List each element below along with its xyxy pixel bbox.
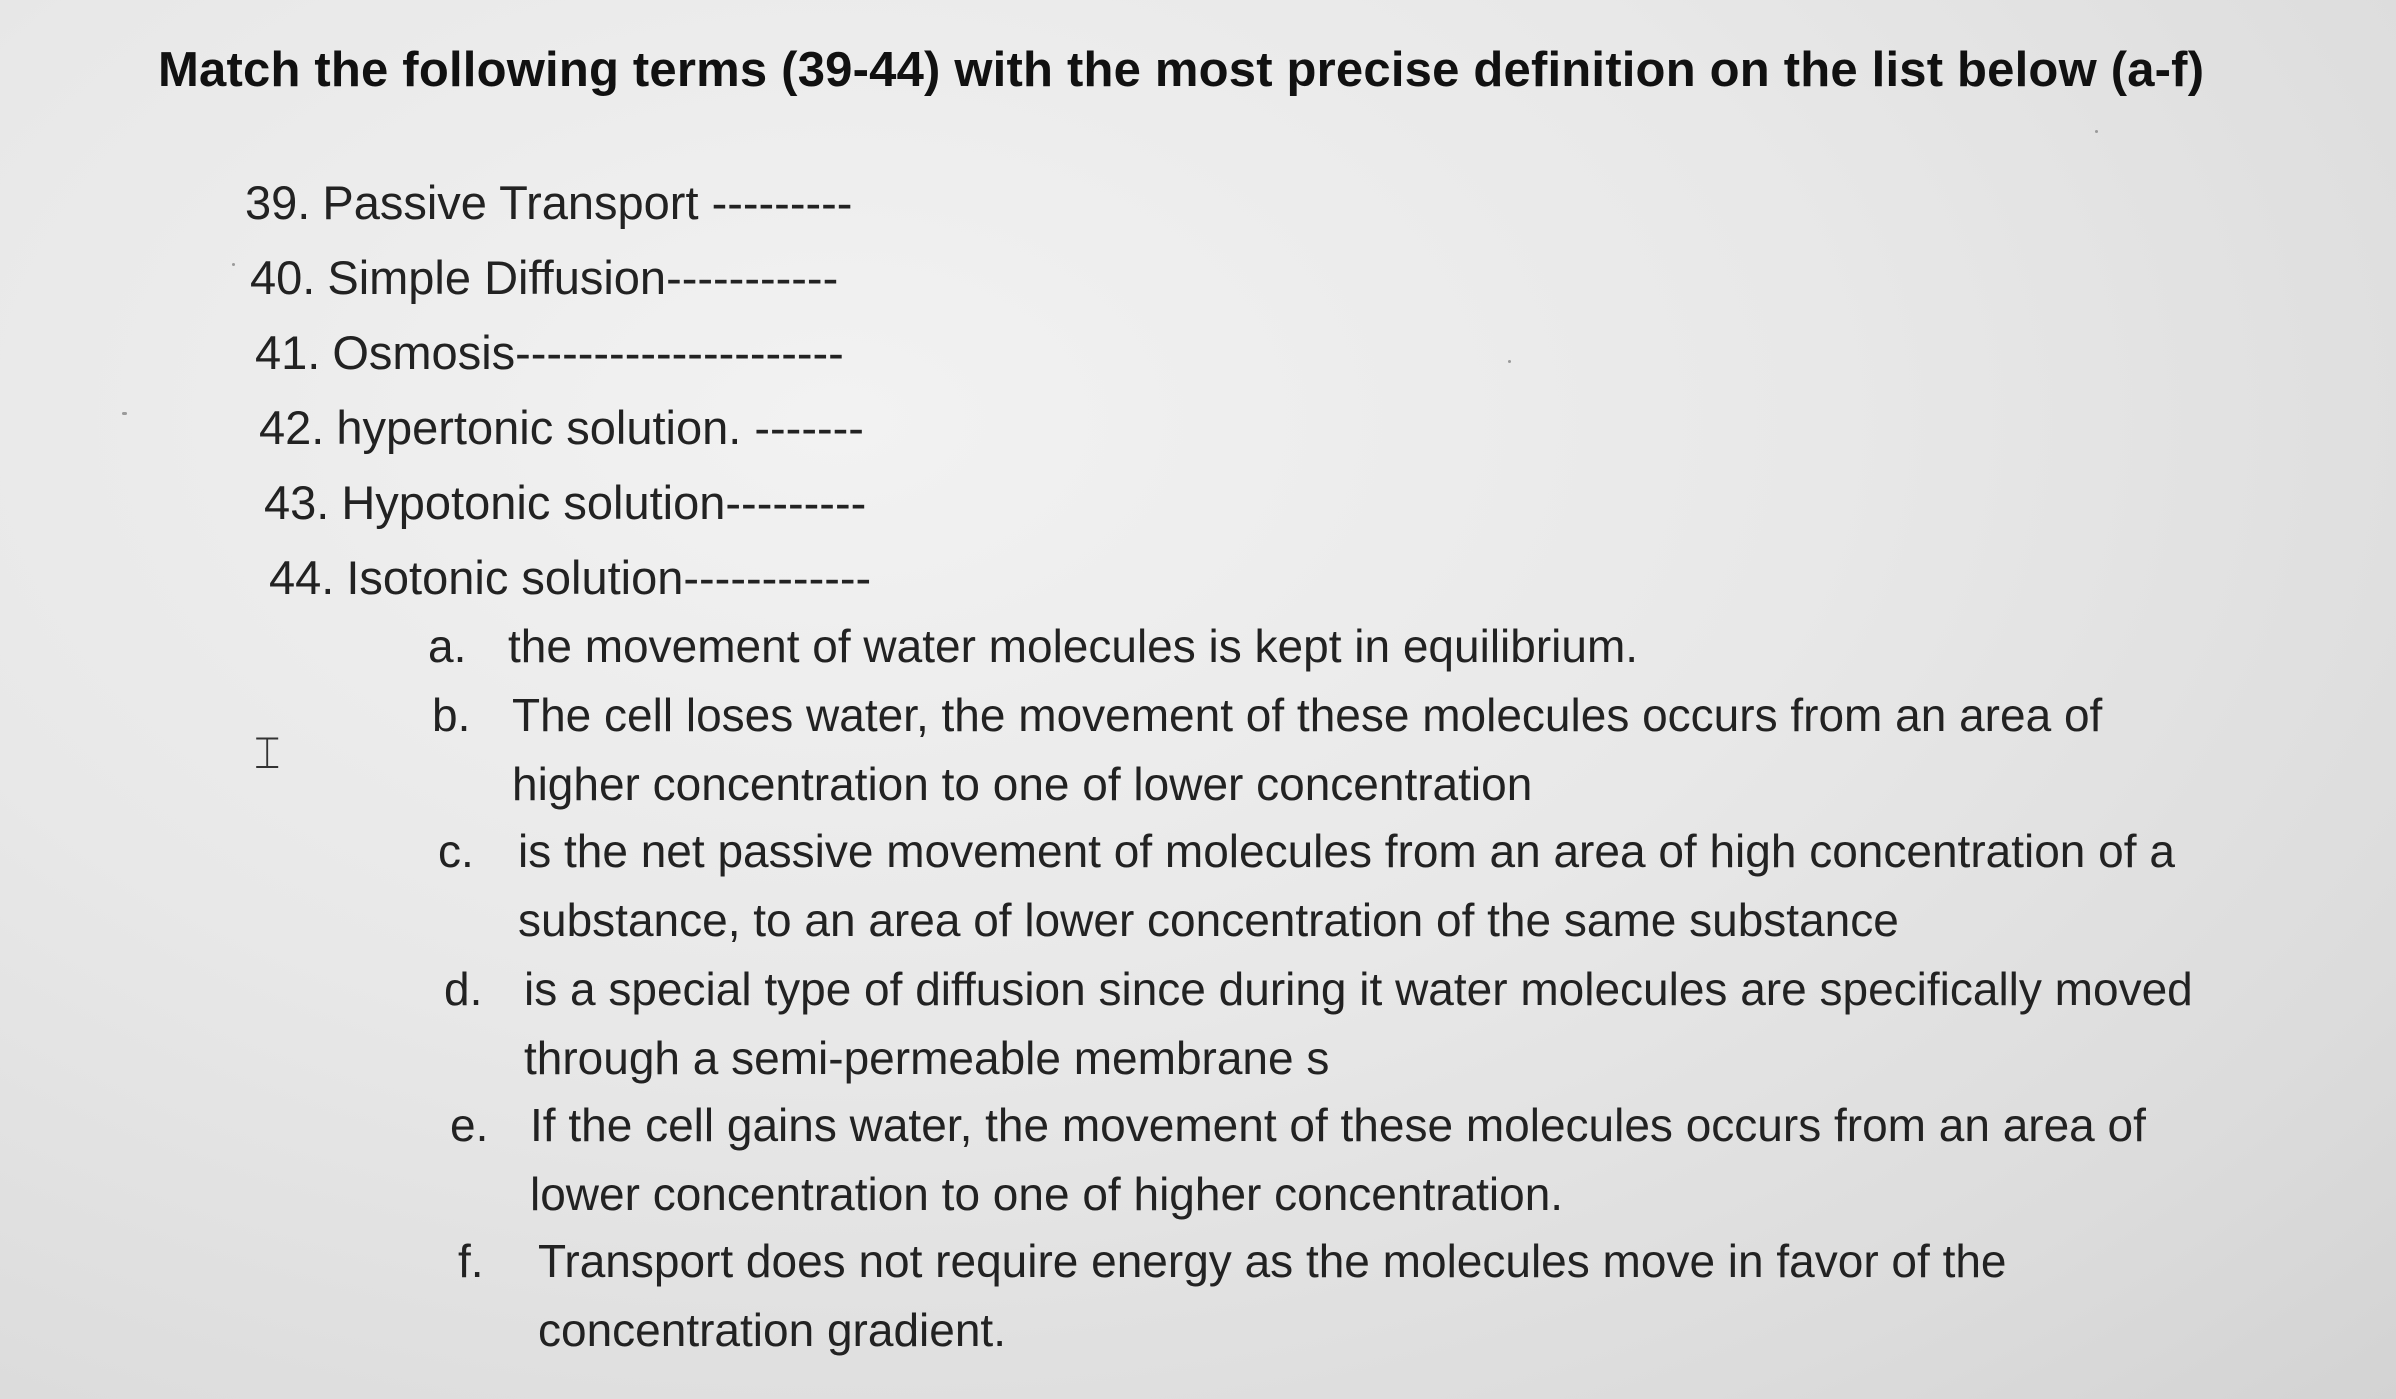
definition-text: is a special type of diffusion since during it water molecules are specifically moved through a semi-permeable membrane s bbox=[524, 963, 2193, 1084]
definition-item bbox=[438, 817, 2208, 955]
definition-item bbox=[458, 1227, 2208, 1365]
definition-item bbox=[450, 1091, 2208, 1229]
term-text: Isotonic solution------------ bbox=[346, 551, 872, 604]
term-item bbox=[259, 390, 871, 465]
term-number: 39. bbox=[245, 176, 311, 229]
definition-text: the movement of water molecules is kept in equilibrium. bbox=[508, 620, 1639, 672]
definition-letter: d. bbox=[444, 963, 483, 1015]
definition-text: The cell loses water, the movement of these molecules occurs from an area of higher concentration to one of lower concentration bbox=[512, 689, 2103, 810]
term-item bbox=[269, 540, 871, 615]
term-item bbox=[264, 465, 871, 540]
definition-text: If the cell gains water, the movement of these molecules occurs from an area of lower concentration to one of higher concentration. bbox=[530, 1099, 2146, 1220]
term-text: hypertonic solution. ------- bbox=[336, 401, 864, 454]
definition-letter: b. bbox=[432, 689, 471, 741]
terms-list bbox=[245, 165, 871, 615]
definition-text: Transport does not require energy as the molecules move in favor of the concentration gradient. bbox=[538, 1235, 2007, 1356]
question-title: Match the following terms (39-44) with the most precise definition on the list below (a-f) bbox=[158, 43, 2205, 97]
definition-letter: f. bbox=[458, 1235, 484, 1287]
term-number: 43. bbox=[264, 476, 330, 529]
screen-speck bbox=[232, 263, 235, 266]
definition-item bbox=[428, 612, 2208, 681]
term-number: 42. bbox=[259, 401, 325, 454]
screen-speck bbox=[122, 412, 127, 415]
screen-speck bbox=[2095, 130, 2098, 133]
term-item bbox=[245, 165, 871, 240]
term-number: 44. bbox=[269, 551, 335, 604]
term-number: 41. bbox=[255, 326, 321, 379]
definition-item bbox=[444, 955, 2208, 1093]
term-item bbox=[250, 240, 871, 315]
definition-item bbox=[432, 681, 2208, 819]
term-text: Osmosis--------------------- bbox=[332, 326, 844, 379]
term-text: Hypotonic solution--------- bbox=[341, 476, 867, 529]
screen-speck bbox=[1508, 360, 1511, 363]
definition-letter: a. bbox=[428, 620, 467, 672]
term-text: Passive Transport --------- bbox=[322, 176, 853, 229]
definitions-list bbox=[428, 612, 2208, 1365]
term-number: 40. bbox=[250, 251, 316, 304]
text-cursor-icon: ⌶ bbox=[254, 728, 281, 779]
term-text: Simple Diffusion----------- bbox=[327, 251, 839, 304]
definition-letter: e. bbox=[450, 1099, 489, 1151]
term-item bbox=[255, 315, 871, 390]
definition-letter: c. bbox=[438, 825, 474, 877]
definition-text: is the net passive movement of molecules from an area of high concentration of a substance, to an area of lower concentration of the same substance bbox=[518, 825, 2175, 946]
